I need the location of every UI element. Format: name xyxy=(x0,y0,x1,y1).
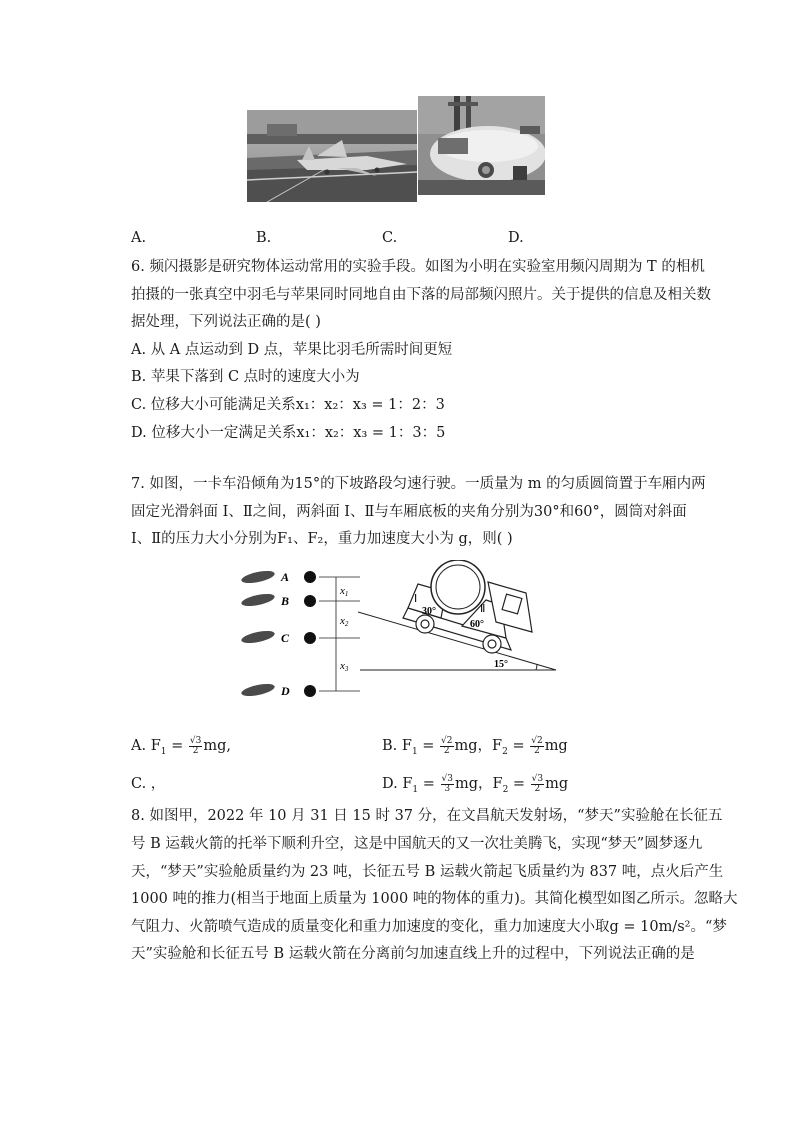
q7-figure xyxy=(236,560,560,710)
q7-option-d-fraction-1 xyxy=(441,775,454,794)
q7-option-b-fraction-2 xyxy=(530,737,543,756)
q6-option-d: D. 位移大小一定满足关系x₁：x₂：x₃ = 1：3：5 xyxy=(131,425,446,441)
x1-subscript: 1 xyxy=(344,590,349,598)
q7-option-a-sub: 1 xyxy=(160,746,167,757)
q7-stem-line-2: 固定光滑斜面 Ⅰ、Ⅱ之间，两斜面 Ⅰ、Ⅱ与车厢底板的夹角分别为30°和60°，圆筒对斜面 xyxy=(131,504,687,520)
q7-option-b-sub1: 1 xyxy=(411,746,418,757)
q7-stem-line-1: 7. 如图，一卡车沿倾角为15°的下坡路段匀速行驶。一质量为 m 的匀质圆筒置于车厢内两 xyxy=(131,476,706,492)
q8-stem-line-2: 号 B 运载火箭的托举下顺利升空，这是中国航天的又一次壮美腾飞，实现“梦天”圆梦逐九 xyxy=(131,836,703,852)
q7-option-d-fraction-2 xyxy=(531,775,544,794)
q7-option-a-den: 2 xyxy=(192,745,199,756)
q7-option-d-eq2: = xyxy=(508,776,530,792)
submersible-photo xyxy=(418,96,545,195)
svg-text:x1 xyxy=(339,585,348,598)
aircraft-carrier-photo xyxy=(247,110,417,202)
q6-stem-line-2: 拍摄的一张真空中羽毛与苹果同时同地自由下落的局部频闪照片。关于提供的信息及相关数 xyxy=(131,287,711,303)
q5-option-b: B. xyxy=(256,230,272,246)
q7-option-a-fraction xyxy=(189,737,202,756)
q7-option-b-sub2: 2 xyxy=(502,746,508,757)
q7-option-d-num1: √3 xyxy=(441,773,453,784)
q7-option-d-sub1: 1 xyxy=(412,784,419,795)
x1-label: x xyxy=(340,585,345,597)
q7-stem-line-3: Ⅰ、Ⅱ的压力大小分别为F₁、F₂，重力加速度大小为 g，则( ) xyxy=(131,531,513,547)
cylinder xyxy=(431,560,485,614)
x2-label: x xyxy=(340,615,345,627)
point-label-b: B xyxy=(281,594,290,608)
x3-label: x xyxy=(340,660,345,672)
q7-option-d-eq1: = xyxy=(418,776,440,792)
point-label-a: A xyxy=(281,570,290,584)
q7-option-d-den1: 3 xyxy=(444,783,451,794)
q6-stem-line-3: 据处理，下列说法正确的是( ) xyxy=(131,314,321,330)
svg-text:x3 xyxy=(339,660,349,673)
q7-option-a-prefix: A. F xyxy=(131,738,161,754)
q7-option-b-suffix: mg xyxy=(544,738,568,754)
q8-stem-line-3: 天，“梦天”实验舱质量约为 23 吨，长征五号 B 运载火箭起飞质量约为 837 吨，点火后产生 xyxy=(131,864,724,880)
svg-text:x2 xyxy=(339,615,349,628)
apple-icon xyxy=(304,571,316,697)
q6-stem-line-1: 6. 频闪摄影是研究物体运动常用的实验手段。如图为小明在实验室用频闪周期为 T 的相机 xyxy=(131,259,705,275)
q5-option-d: D. xyxy=(508,230,524,246)
q8-stem-line-5: 气阻力、火箭喷气造成的质量变化和重力加速度的变化，重力加速度大小取g = 10m/s²。“梦 xyxy=(131,919,727,935)
angle-30-label: 30° xyxy=(422,606,436,617)
slope-i-label: Ⅰ xyxy=(414,593,418,605)
q8-stem-line-4: 1000 吨的推力(相当于地面上质量为 1000 吨的物体的重力)。其简化模型如图乙所示。忽略大 xyxy=(131,891,738,907)
q6-option-c: C. 位移大小可能满足关系x₁：x₂：x₃ = 1：2：3 xyxy=(131,397,445,413)
q7-option-a xyxy=(131,736,231,762)
q7-option-d-sub2: 2 xyxy=(502,784,509,795)
q7-option-d-suffix: mg xyxy=(545,776,569,792)
q7-option-b-den2: 2 xyxy=(534,745,540,756)
q7-option-a-suffix: mg, xyxy=(203,738,231,754)
q7-option-b-fraction-1 xyxy=(440,737,453,756)
q8-stem-line-6: 天”实验舱和长征五号 B 运载火箭在分离前匀加速直线上升的过程中，下列说法正确的是 xyxy=(131,946,695,962)
q7-option-b-eq2: = xyxy=(507,738,530,754)
q7-option-a-num: √3 xyxy=(189,735,202,746)
q7-option-b-num1: √2 xyxy=(441,735,453,746)
q6-option-b: B. 苹果下落到 C 点时的速度大小为 xyxy=(131,369,360,385)
q7-option-b-prefix: B. F xyxy=(382,738,412,754)
q7-option-a-eq: = xyxy=(166,738,188,754)
q7-option-d-num2: √3 xyxy=(531,773,544,784)
angle-60-label: 60° xyxy=(470,619,484,630)
q6-option-a: A. 从 A 点运动到 D 点，苹果比羽毛所需时间更短 xyxy=(131,342,453,358)
slope-ii-label: Ⅱ xyxy=(480,603,486,615)
q7-option-d-den2: 2 xyxy=(534,783,541,794)
feather-icon xyxy=(240,569,275,699)
q7-option-d xyxy=(382,774,568,800)
angle-15-label: 15° xyxy=(494,659,508,670)
q7-option-b-num2: √2 xyxy=(531,735,543,746)
q7-option-b xyxy=(382,736,568,762)
q7-option-b-den1: 2 xyxy=(443,745,450,756)
q5-option-a: A. xyxy=(131,230,147,246)
q7-option-d-mid: mg，F xyxy=(454,776,503,792)
point-label-c: C xyxy=(281,631,290,645)
point-label-d: D xyxy=(281,684,290,698)
q7-option-b-eq1: = xyxy=(417,738,440,754)
q5-option-c: C. xyxy=(382,230,398,246)
q7-option-b-mid: mg，F xyxy=(454,738,503,754)
q7-option-c: C. ， xyxy=(131,776,166,792)
q7-option-d-prefix: D. F xyxy=(382,776,413,792)
x2-subscript: 2 xyxy=(344,620,349,628)
x3-subscript: 3 xyxy=(344,665,349,673)
q8-stem-line-1: 8. 如图甲，2022 年 10 月 31 日 15 时 37 分，在文昌航天发射场，“梦天”实验舱在长征五 xyxy=(131,808,723,824)
